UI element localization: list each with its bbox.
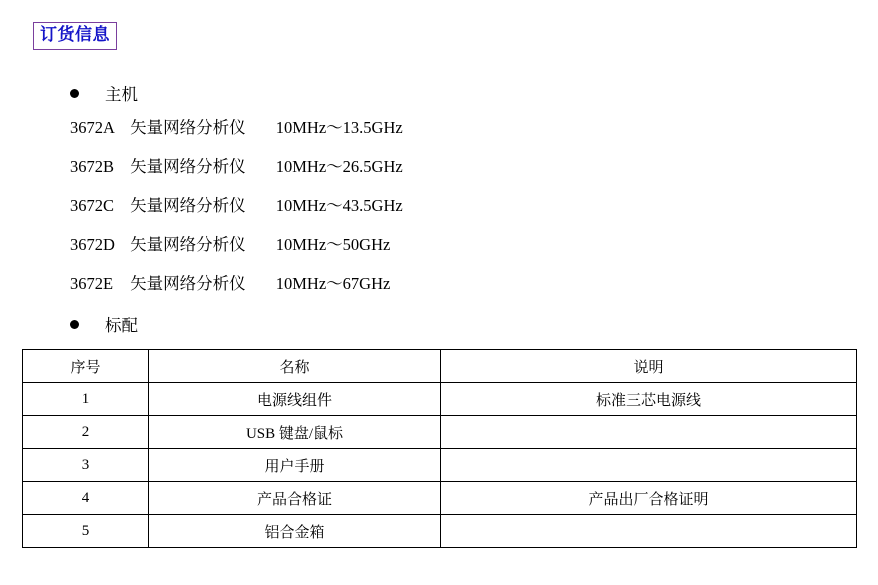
cell-name: 用户手册 — [149, 449, 441, 482]
cell-no: 4 — [23, 482, 149, 515]
table-row — [23, 449, 857, 482]
product-model: 3672E — [70, 274, 114, 293]
product-model: 3672B — [70, 157, 115, 176]
product-frequency-range: 10MHz～67GHz — [275, 274, 391, 293]
table-row — [23, 515, 857, 548]
column-header-name: 名称 — [149, 350, 441, 383]
product-line — [70, 186, 878, 225]
product-frequency-range: 10MHz～26.5GHz — [275, 157, 403, 176]
table-row — [23, 416, 857, 449]
bullet-dot-icon — [70, 320, 79, 329]
table-header-row — [23, 350, 857, 383]
table-row — [23, 482, 857, 515]
page-title: 订货信息 — [33, 22, 117, 50]
bullet-label-host: 主机 — [105, 85, 138, 104]
bullet-label-standard-config: 标配 — [105, 316, 138, 335]
column-header-no: 序号 — [23, 350, 149, 383]
bullet-item-host — [70, 78, 878, 108]
product-name: 矢量网络分析仪 — [130, 196, 246, 215]
product-frequency-range: 10MHz～50GHz — [275, 235, 391, 254]
product-frequency-range: 10MHz～13.5GHz — [275, 118, 403, 137]
table-row — [23, 383, 857, 416]
product-name: 矢量网络分析仪 — [130, 157, 246, 176]
product-name: 矢量网络分析仪 — [130, 274, 246, 293]
cell-no: 2 — [23, 416, 149, 449]
bullet-dot-icon — [70, 89, 79, 98]
cell-no: 1 — [23, 383, 149, 416]
product-line — [70, 264, 878, 303]
cell-name: 电源线组件 — [149, 383, 441, 416]
product-name: 矢量网络分析仪 — [130, 235, 246, 254]
column-header-description: 说明 — [441, 350, 857, 383]
cell-description — [441, 416, 857, 449]
bullet-item-standard-config — [70, 309, 878, 339]
product-model: 3672C — [70, 196, 115, 215]
cell-no: 3 — [23, 449, 149, 482]
product-line — [70, 225, 878, 264]
cell-description: 标准三芯电源线 — [441, 383, 857, 416]
product-line — [70, 108, 878, 147]
product-name: 矢量网络分析仪 — [130, 118, 246, 137]
document-content — [0, 78, 878, 548]
product-model: 3672A — [70, 118, 115, 137]
cell-description — [441, 449, 857, 482]
product-frequency-range: 10MHz～43.5GHz — [275, 196, 403, 215]
cell-name: 产品合格证 — [149, 482, 441, 515]
cell-description: 产品出厂合格证明 — [441, 482, 857, 515]
product-model: 3672D — [70, 235, 115, 254]
cell-name: USB 键盘/鼠标 — [149, 416, 441, 449]
cell-name: 铝合金箱 — [149, 515, 441, 548]
standard-config-table — [22, 349, 857, 548]
cell-description — [441, 515, 857, 548]
product-line — [70, 147, 878, 186]
cell-no: 5 — [23, 515, 149, 548]
